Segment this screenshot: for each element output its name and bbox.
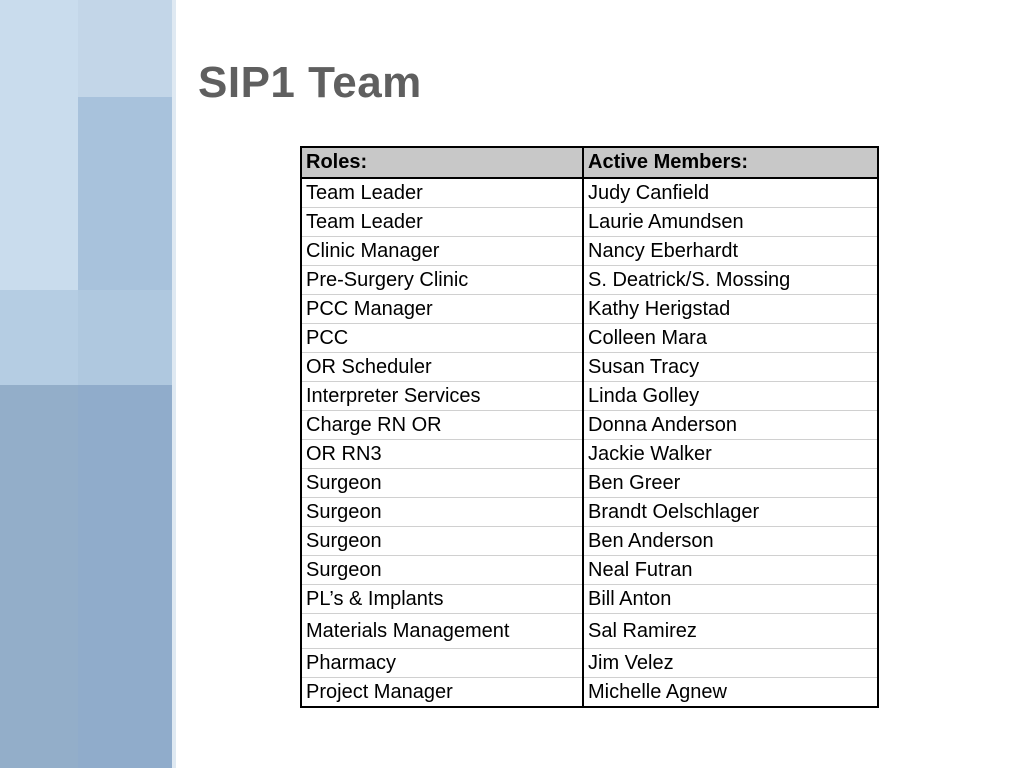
member-cell: Laurie Amundsen <box>583 208 878 237</box>
band-block <box>0 0 78 290</box>
role-cell: PCC <box>301 324 583 353</box>
table-row <box>301 585 878 614</box>
table-row <box>301 678 878 708</box>
band-block <box>78 97 176 290</box>
band-block <box>78 385 176 768</box>
member-cell: S. Deatrick/S. Mossing <box>583 266 878 295</box>
member-cell: Linda Golley <box>583 382 878 411</box>
member-cell: Ben Greer <box>583 469 878 498</box>
member-cell: Nancy Eberhardt <box>583 237 878 266</box>
role-cell: Surgeon <box>301 498 583 527</box>
table-row <box>301 614 878 649</box>
member-cell: Susan Tracy <box>583 353 878 382</box>
table-row <box>301 469 878 498</box>
role-cell: PCC Manager <box>301 295 583 324</box>
member-cell: Jim Velez <box>583 649 878 678</box>
table-row <box>301 440 878 469</box>
member-cell: Sal Ramirez <box>583 614 878 649</box>
role-cell: OR Scheduler <box>301 353 583 382</box>
member-cell: Kathy Herigstad <box>583 295 878 324</box>
table-row <box>301 237 878 266</box>
member-cell: Michelle Agnew <box>583 678 878 708</box>
band-edge <box>172 0 176 768</box>
member-cell: Bill Anton <box>583 585 878 614</box>
member-cell: Donna Anderson <box>583 411 878 440</box>
slide-title: SIP1 Team <box>198 58 422 107</box>
table-row <box>301 266 878 295</box>
role-cell: Surgeon <box>301 469 583 498</box>
band-block <box>0 290 78 385</box>
member-cell: Jackie Walker <box>583 440 878 469</box>
member-cell: Ben Anderson <box>583 527 878 556</box>
table-row <box>301 498 878 527</box>
table-row <box>301 649 878 678</box>
table-row <box>301 178 878 208</box>
members-header: Active Members: <box>583 147 878 178</box>
role-cell: Surgeon <box>301 527 583 556</box>
member-cell: Brandt Oelschlager <box>583 498 878 527</box>
band-block <box>78 0 176 97</box>
role-cell: Team Leader <box>301 208 583 237</box>
member-cell: Colleen Mara <box>583 324 878 353</box>
table-row <box>301 527 878 556</box>
role-cell: Pharmacy <box>301 649 583 678</box>
role-cell: Pre-Surgery Clinic <box>301 266 583 295</box>
role-cell: Charge RN OR <box>301 411 583 440</box>
role-cell: OR RN3 <box>301 440 583 469</box>
table-row <box>301 411 878 440</box>
table-row <box>301 208 878 237</box>
band-block <box>78 290 176 385</box>
table-row <box>301 295 878 324</box>
role-cell: Interpreter Services <box>301 382 583 411</box>
table-row <box>301 382 878 411</box>
table-row <box>301 556 878 585</box>
table-row <box>301 353 878 382</box>
table-header-row <box>301 147 878 178</box>
role-cell: Materials Management <box>301 614 583 649</box>
role-cell: Project Manager <box>301 678 583 708</box>
band-block <box>0 385 78 768</box>
decorative-band <box>0 0 176 768</box>
role-cell: Surgeon <box>301 556 583 585</box>
role-cell: Clinic Manager <box>301 237 583 266</box>
member-cell: Neal Futran <box>583 556 878 585</box>
role-cell: PL’s & Implants <box>301 585 583 614</box>
role-cell: Team Leader <box>301 178 583 208</box>
roles-header: Roles: <box>301 147 583 178</box>
table-row <box>301 324 878 353</box>
team-table <box>300 146 879 708</box>
member-cell: Judy Canfield <box>583 178 878 208</box>
